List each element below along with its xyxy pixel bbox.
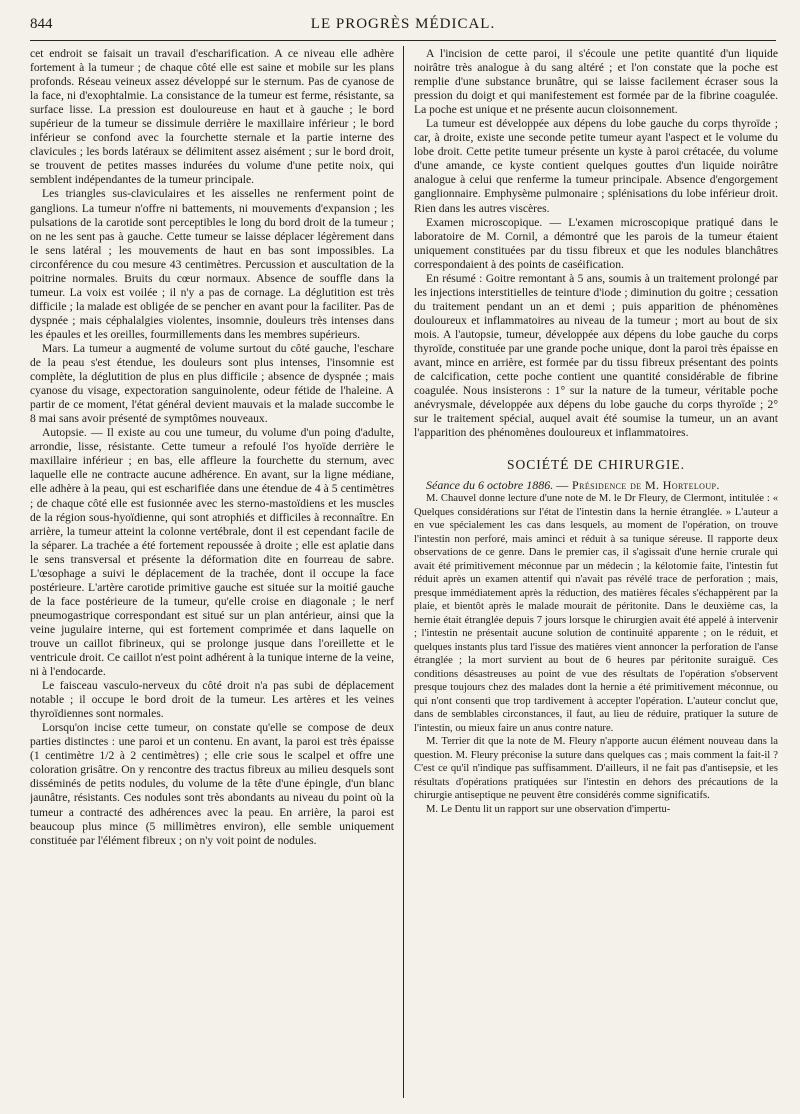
session-line: [414, 478, 778, 492]
column-divider: [403, 46, 404, 1098]
section-title: SOCIÉTÉ DE CHIRURGIE.: [506, 457, 686, 473]
right-column: [414, 47, 778, 1092]
paragraph: M. Le Dentu lit un rapport sur une observation d'impertu-: [426, 803, 671, 815]
paragraph: cet endroit se faisait un travail d'escharification. A ce niveau elle adhère fortement à la tumeur ; de chaque côté elle est saine et mobile sur les plans profonds. Réseau veineux assez développé sur le sternum. Pas de cyanose de la face, ni d'exophtalmie. La consistance de la tumeur est ferme, résistante, sa surface lisse. La pression est douloureuse en haut et à gauche ; le bord supérieur de la tumeur se dissimule derrière le maxillaire inférieur ; le bord inférieur se confond avec la fourchette sternale et la partie interne des clavicules ; les bords latéraux se délimitent assez aisément ; sur le bord droit, se trouvent de petites masses indurées du volume d'une petite noix, qui semblent indépendantes de la tumeur principale.: [30, 47, 394, 187]
paragraph: M. Terrier dit que la note de M. Fleury n'apporte aucun élément nouveau dans la question. M. Fleury préconise la suture dans quelques cas ; mais comment la fait-il ? C'est ce qu'il n'indique pas suffisamment. D'ailleurs, il ne fait pas d'antisepsie, et les résultats d'opérations pratiquées sur l'intestin en dehors des précautions de la chirurgie antiseptique ne peuvent être considérés comme significatifs.: [414, 736, 778, 802]
running-title: LE PROGRÈS MÉDICAL.: [310, 16, 496, 32]
paragraph: Mars. La tumeur a augmenté de volume surtout du côté gauche, l'eschare de la peau s'est étendue, les douleurs sont plus intenses, l'insomnie est complète, la déglutition de plus en plus difficile ; absence de dyspnée ; mais cyanose du visage, expectoration sanguinolente, odeur fétide de l'haleine. A partir de ce moment, l'état général devient mauvais et la malade succombe le 8 mai sans avoir présenté de symptômes nouveaux.: [30, 341, 394, 426]
paragraph: A l'incision de cette paroi, il s'écoule une petite quantité d'un liquide noirâtre très analogue à du sang altéré ; et l'on constate que la poche est remplie d'une substance brunâtre, qui se laisse facilement écraser sous la pression du doigt et qui manifestement est formée par de la fibrine coagulée. La poche est unique et ne présente aucun cloisonnement.: [414, 47, 778, 117]
meeting-report: [414, 492, 778, 816]
session-date: Séance du 6 octobre 1886.: [426, 478, 554, 493]
paragraph: M. Chauvel donne lecture d'une note de M. le Dr Fleury, de Clermont, intitulée : « Quelques considérations sur l'état de l'intestin dans la hernie étranglée. » L'auteur a en vue spécialement les cas dans lesquels, au moment de l'opération, on trouve l'intestin non perforé, mais aminci et réduit à sa tunique séreuse. Il rapporte deux observations de ce genre. Dans le premier cas, il s'agissait d'une hernie crurale qui avait été primitivement méconnue par un médecin ; la kélotomie faite, l'intestin fut réduit après un examen attentif qui n'avait pas révélé trace de perforation ; mais, presque immédiatement après la réduction, des matières fécales s'échappèrent par la plaie, et bientôt après le malade mourait de péritonite. Dans le deuxième cas, la hernie était étranglée depuis 7 jours lorsque le chirurgien avait été appelé à intervenir ; l'intestin ne présentait aucune solution de continuité apparente ; on le réduit, et quelques instants plus tard l'issue des matières vient annoncer la perforation de l'anse étranglée ; la mort survient au bout de 6 heures par péritonite suraiguë. Ces conditions désastreuses au point de vue des résultats de l'opération s'observent presque toujours chez des malades dont la hernie a été primitivement méconnue, ou qui n'ont consenti que trop tardivement à accepter l'opération. L'auteur conclut que, dans de semblables circonstances, il faut, au lieu de réduire, pratiquer la suture de l'intestin, ou mieux faire un anus contre nature.: [414, 493, 778, 734]
left-column: [30, 47, 394, 1087]
paragraph: Les triangles sus-claviculaires et les aisselles ne renferment point de ganglions. La tumeur n'offre ni battements, ni mouvements d'expansion ; les pulsations de la carotide sont perceptibles le long du bord droit de la tumeur ; on ne les sent pas à gauche. Cette tumeur se laisse déplacer légèrement dans le sens latéral ; les mouvements de haut en bas sont impossibles. La circonférence du cou mesure 43 centimètres. Percussion et auscultation de la poitrine normales. Bruits du cœur normaux. Absence de souffle dans la tumeur. La voix est voilée ; il n'y a pas de cornage. La déglutition est très difficile ; la malade est obligée de se pencher en avant pour la faciliter. Pas de dyspnée ; mais céphalalgies violentes, insomnie, douleurs très intenses dans les épaules et les oreilles, fourmillements dans les membres supérieurs.: [30, 187, 394, 341]
presidence: — Présidence de M. Horteloup.: [556, 478, 720, 493]
page-header: [30, 14, 776, 41]
page-number: 844: [30, 16, 53, 32]
paragraph: Lorsqu'on incise cette tumeur, on constate qu'elle se compose de deux parties distinctes : une paroi et un contenu. En avant, la paroi est très épaisse (1 centimètre 1/2 à 2 centimètres) ; elle crie sous le scalpel et offre une coloration grisâtre. On y rencontre des tractus fibreux au milieu desquels sont disséminés de petits nodules, du volume de la tête d'une épingle, d'un blanc jaunâtre, résistants. Ces nodules sont très abondants au niveau du point où la tumeur a contracté des adhérences avec la peau. En arrière, la paroi est beaucoup plus mince (5 millimètres environ), elle semble uniquement constituée par l'élément fibreux ; on n'y voit point de nodules.: [30, 721, 394, 847]
paragraph: En résumé : Goitre remontant à 5 ans, soumis à un traitement prolongé par les injections interstitielles de teinture d'iode ; diminution du goitre ; cessation du traitement pendant un an et demi ; puis apparition de phénomènes douloureux et inflammatoires au niveau de la tumeur ; mort au bout de six mois. A l'autopsie, tumeur, développée aux dépens du lobe gauche du corps thyroïde, constituée par une grande poche unique, dont la paroi très épaisse en avant, mince en arrière, est formée par du tissu fibreux présentant des points de calcification, cette poche contient une quantité considérable de fibrine coagulée. Nous insisterons : 1° sur la nature de la tumeur, véritable poche anévrysmale, développée aux dépens du lobe gauche du corps thyroïde ; 2° sur le traitement spécial, auquel avait été soumise la tumeur, un an avant l'apparition des phénomènes douloureux et inflammatoires.: [414, 271, 778, 440]
paragraph: Autopsie. — Il existe au cou une tumeur, du volume d'un poing d'adulte, arrondie, lisse, résistante. Cette tumeur a refoulé l'os hyoïde derrière le maxillaire inférieur ; en bas, elle affleure la fourchette du sternum, avec laquelle elle ne contracte aucune adhérence. En avant, sur la ligne médiane, elle adhère à la peau, qui est escharifiée dans une étendue de 4 à 5 centimètres ; de chaque côté elle est fusionnée avec les sterno-mastoïdiens et les muscles de la région sous-hyoïdienne, qui sont atrophiés et difficiles à reconnaître. En arrière, la tumeur atteint la colonne vertébrale, dont il est cependant facile de la séparer. La trachée a été fortement repoussée à droite ; elle est aplatie dans le sens transversal et présente la déformation dite en fourreau de sabre. L'œsophage a suivi le déplacement de la trachée, dont il occupe la face postérieure. L'artère carotide primitive gauche est située sur la moitié gauche de la face postérieure de la tumeur, qu'elle croise en diagonale ; le nerf pneumogastrique correspondant est situé sur un plan antérieur, ainsi que la veine jugulaire interne, qui est fortement comprimée et dans laquelle on trouve un caillot fibrineux, qui se prolonge jusque dans l'oreillette et le ventricule droit. Ce caillot n'est point adhérent à la tunique interne de la veine, ni à l'endocarde.: [30, 426, 394, 679]
paragraph: Examen microscopique. — L'examen microscopique pratiqué dans le laboratoire de M. Cornil, a démontré que les parois de la tumeur étaient uniquement constituées par du tissu fibreux et que les nodules blanchâtres correspondaient à des points de caséification.: [414, 215, 778, 271]
paragraph: Le faisceau vasculo-nerveux du côté droit n'a pas subi de déplacement notable ; il occupe le bord droit de la tumeur. Les artères et les veines thyroïdiennes sont normales.: [30, 679, 394, 721]
paragraph: La tumeur est développée aux dépens du lobe gauche du corps thyroïde ; car, à droite, existe une seconde petite tumeur ayant l'aspect et le volume du lobe droit. Cette petite tumeur présente un kyste à paroi crétacée, du volume d'une amande, ce kyste contient quelques gouttes d'un liquide noirâtre analogue à celui que renferme la tumeur principale. Absence d'engorgement ganglionnaire. Emphysème pulmonaire ; splénisations du lobe inférieur droit. Rien dans les autres viscères.: [414, 117, 778, 215]
